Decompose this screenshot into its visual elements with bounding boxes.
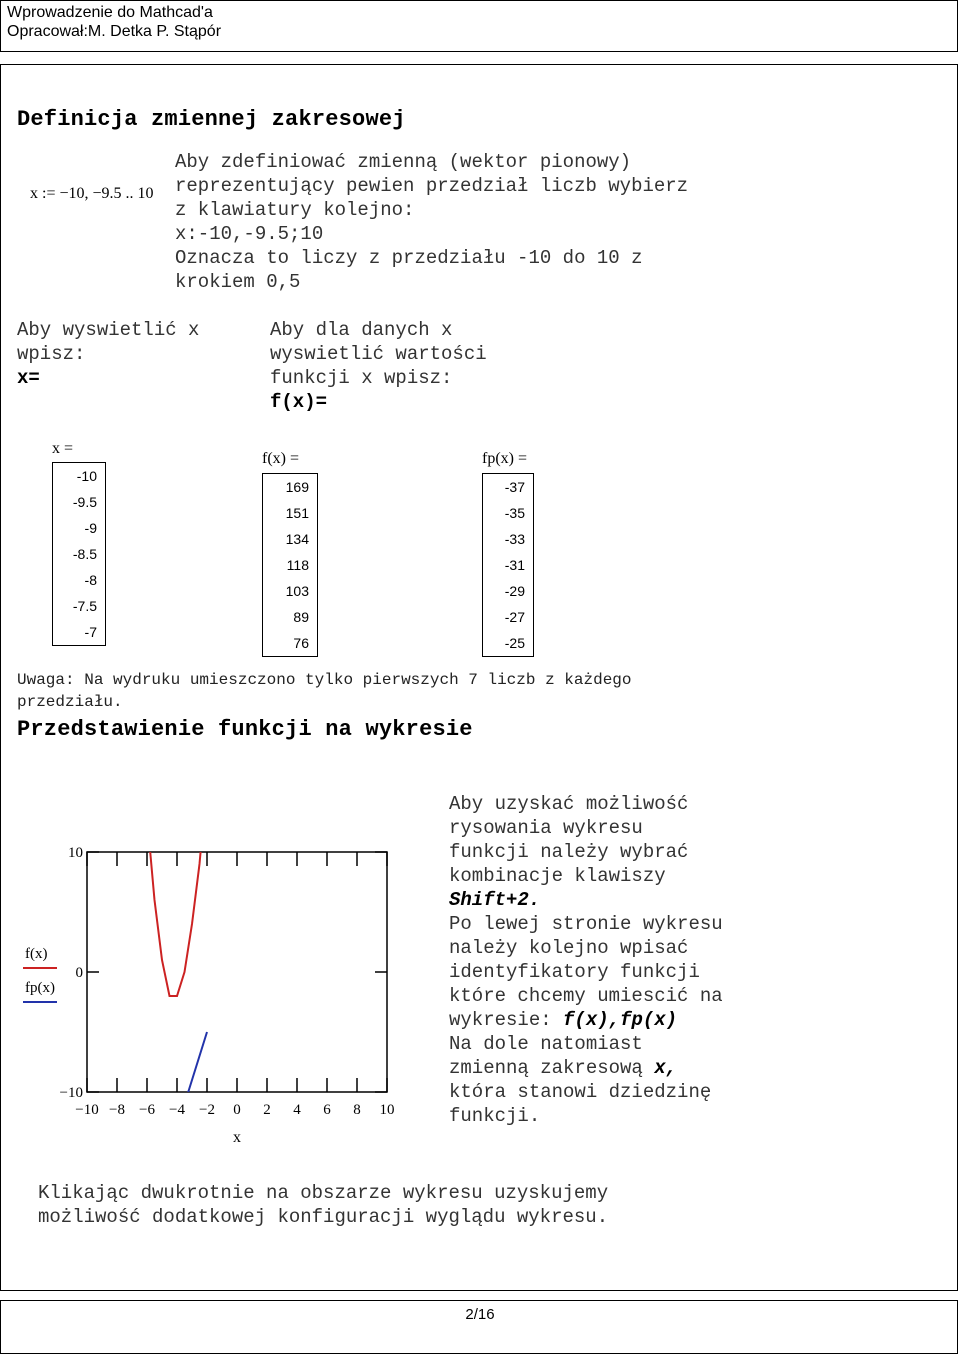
desc-line: z klawiatury kolejno:	[175, 199, 415, 221]
x-tick-label: −10	[75, 1102, 99, 1118]
x-value-cell: -7	[84, 624, 97, 640]
x-tick-label: 0	[233, 1102, 241, 1118]
range-description	[175, 150, 688, 294]
header-authors: Opracował:M. Detka P. Stąpór	[7, 23, 222, 40]
f-values-table	[262, 473, 318, 657]
x-value-cell: -7.5	[72, 598, 97, 614]
desc-line: identyfikatory funkcji	[449, 961, 700, 983]
show-f-instructions	[270, 318, 487, 414]
function-chart[interactable]	[15, 840, 415, 1150]
desc-line	[449, 1056, 723, 1080]
show-f-command: f(x)=	[270, 391, 328, 413]
legend-label: f(x)	[25, 946, 48, 962]
f-value-cell: 134	[285, 531, 309, 547]
plot-frame	[87, 852, 387, 1092]
hint-line: Klikając dwukrotnie na obszarze wykresu uzyskujemy	[38, 1182, 609, 1204]
desc-line: funkcji.	[449, 1105, 541, 1127]
header-title: Wprowadzenie do Mathcad'a	[7, 4, 213, 21]
desc-line: które chcemy umiescić na	[449, 985, 723, 1007]
note-line: Uwaga: Na wydruku umieszczono tylko pierwszych 7 liczb z każdego	[17, 671, 632, 689]
function-ids: f(x),fp(x)	[563, 1009, 678, 1031]
x-tick-label: −6	[139, 1102, 155, 1118]
y-tick-label: 0	[75, 965, 83, 981]
desc-line: rysowania wykresu	[449, 817, 643, 839]
note-line: przedziału.	[17, 693, 123, 711]
fp-value-cell: -27	[504, 609, 525, 625]
x-tick-label: −4	[169, 1102, 185, 1118]
footer-hint	[38, 1181, 608, 1229]
x-tick-label: 2	[263, 1102, 271, 1118]
f-value-cell: 169	[285, 479, 309, 495]
fp-value-cell: -35	[504, 505, 525, 521]
fp-value-cell: -33	[504, 531, 525, 547]
desc-line: funkcji należy wybrać	[449, 841, 689, 863]
page-header	[0, 0, 958, 52]
x-tick-label: 4	[293, 1102, 301, 1118]
y-tick-label: −10	[59, 1085, 83, 1101]
show-x-instructions	[17, 318, 199, 390]
desc-line: należy kolejno wpisać	[449, 937, 689, 959]
desc-line: Na dole natomiast	[449, 1033, 643, 1055]
x-value-cell: -8	[84, 572, 97, 588]
show-f-line: funkcji x wpisz:	[270, 367, 453, 389]
x-value-cell: -9	[84, 520, 97, 536]
x-tick-label: 8	[353, 1102, 361, 1118]
x-value-cell: -8.5	[72, 546, 97, 562]
fp-value-cell: -25	[504, 635, 525, 651]
fp-table-label: fp(x) =	[482, 450, 528, 467]
series-line-f	[140, 840, 208, 996]
desc-line: Oznacza to liczy z przedziału -10 do 10 z	[175, 247, 643, 269]
desc-line: krokiem 0,5	[175, 271, 301, 293]
page-footer	[0, 1300, 958, 1354]
show-x-line: wpisz:	[17, 343, 86, 365]
desc-line: x:-10,-9.5;10	[175, 223, 324, 245]
desc-line	[449, 1008, 723, 1032]
desc-text: zmienną zakresową	[449, 1057, 655, 1079]
x-tick-label: 10	[379, 1102, 395, 1118]
desc-line: reprezentujący pewien przedział liczb wybierz	[175, 175, 689, 197]
section-title-range-variable: Definicja zmiennej zakresowej	[17, 107, 406, 132]
show-f-line: wyswietlić wartości	[270, 343, 487, 365]
f-value-cell: 89	[293, 609, 309, 625]
f-value-cell: 151	[285, 505, 309, 521]
show-x-command: x=	[17, 367, 40, 389]
f-value-cell: 118	[286, 557, 309, 573]
fp-value-cell: -37	[504, 479, 525, 495]
legend-label: fp(x)	[25, 980, 55, 996]
x-tick-label: 6	[323, 1102, 331, 1118]
print-note	[17, 669, 632, 713]
desc-text: wykresie:	[449, 1009, 564, 1031]
section-title-chart: Przedstawienie funkcji na wykresie	[17, 717, 473, 742]
range-definition: x := −10, −9.5 .. 10	[30, 185, 154, 202]
desc-line: kombinacje klawiszy	[449, 865, 666, 887]
x-value-cell: -10	[76, 468, 97, 484]
fp-value-cell: -29	[504, 583, 525, 599]
x-tick-label: −2	[199, 1102, 215, 1118]
desc-line: Aby zdefiniować zmienną (wektor pionowy)	[175, 151, 632, 173]
y-tick-label: 10	[68, 845, 83, 861]
fp-values-table	[482, 473, 534, 657]
f-value-cell: 103	[285, 583, 309, 599]
desc-line: Po lewej stronie wykresu	[449, 913, 723, 935]
x-tick-label: −8	[109, 1102, 125, 1118]
x-axis-label: x	[233, 1129, 241, 1146]
x-values-table	[52, 462, 106, 646]
range-var: x,	[654, 1057, 678, 1079]
hint-line: możliwość dodatkowej konfiguracji wyglądu wykresu.	[38, 1206, 609, 1228]
key-combination: Shift+2.	[449, 889, 541, 911]
f-value-cell: 76	[293, 635, 309, 651]
x-value-cell: -9.5	[72, 494, 97, 510]
show-f-line: Aby dla danych x	[270, 319, 453, 341]
show-x-line: Aby wyswietlić x	[17, 319, 200, 341]
desc-line: która stanowi dziedzinę	[449, 1081, 712, 1103]
chart-description	[449, 792, 723, 1128]
f-table-label: f(x) =	[262, 450, 300, 467]
desc-line: Aby uzyskać możliwość	[449, 793, 689, 815]
x-table-label: x =	[52, 440, 74, 457]
fp-value-cell: -31	[504, 557, 525, 573]
page-number: 2/16	[465, 1306, 495, 1323]
